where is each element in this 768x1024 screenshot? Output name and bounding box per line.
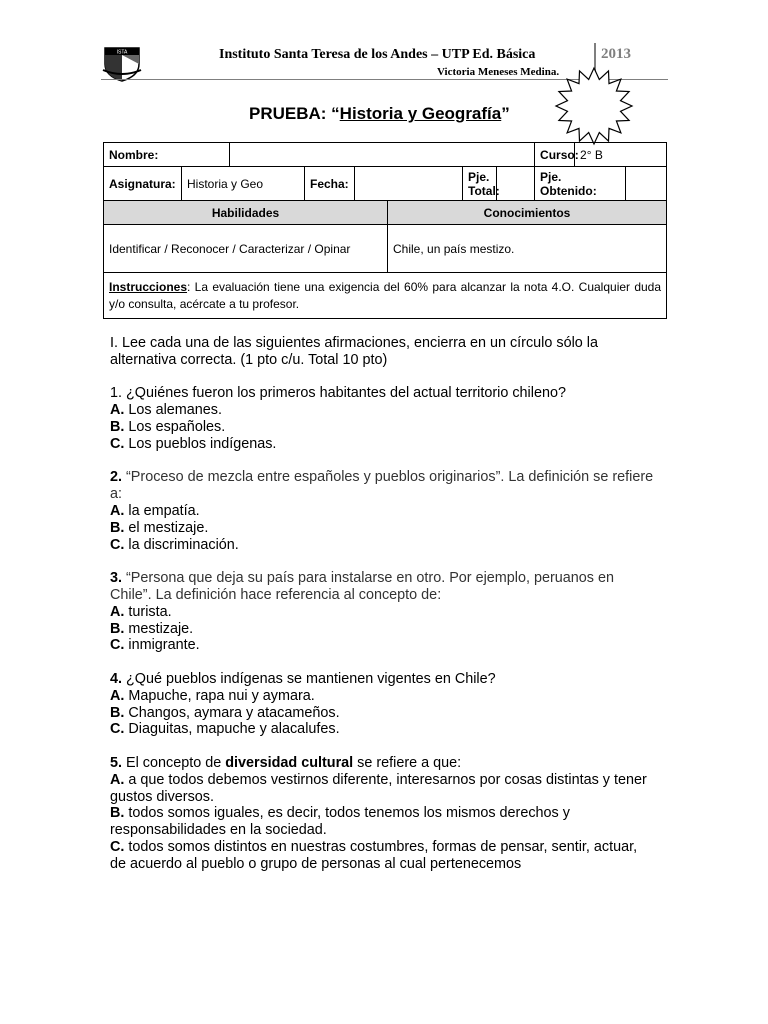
author-name: Victoria Meneses Medina. <box>437 66 560 78</box>
conocimientos-header: Conocimientos <box>388 201 667 225</box>
instrucciones-label: Instrucciones <box>109 279 188 294</box>
option-2a[interactable]: A. la empatía. <box>110 502 200 519</box>
question-5: 5. El concepto de diversidad cultural se refiere a que: <box>110 754 462 771</box>
option-5c[interactable]: C. todos somos distintos en nuestras costumbres, formas de pensar, sentir, actuar, de acuerdo al pueblo o grupo de personas al cual pertenecemos <box>110 838 638 872</box>
option-4c[interactable]: C. Diaguitas, mapuche y alacalufes. <box>110 721 340 738</box>
question-1: 1. ¿Quiénes fueron los primeros habitantes del actual territorio chileno? <box>110 385 566 402</box>
option-1b[interactable]: B. Los españoles. <box>110 418 226 435</box>
option-4a[interactable]: A. Mapuche, rapa nui y aymara. <box>110 687 315 704</box>
test-title: PRUEBA: “Historia y Geografía” <box>249 104 510 123</box>
option-1a[interactable]: A. Los alemanes. <box>110 402 222 419</box>
institution-name: Instituto Santa Teresa de los Andes – UTP Ed. Básica <box>219 47 536 62</box>
option-5b[interactable]: B. todos somos iguales, es decir, todos tenemos los mismos derechos y responsabilidades en la sociedad. <box>110 805 570 839</box>
habilidades-value: Identificar / Reconocer / Caracterizar / Opinar <box>104 225 388 273</box>
instrucciones-cell <box>104 273 667 319</box>
asignatura-value: Historia y Geo <box>182 167 305 201</box>
option-4b[interactable]: B. Changos, aymara y atacameños. <box>110 704 340 721</box>
question-4: 4. ¿Qué pueblos indígenas se mantienen vigentes en Chile? <box>110 670 496 687</box>
option-5a[interactable]: A. a que todos debemos vestirnos diferente, interesarnos por cosas distintas y tener gustos diversos. <box>110 771 647 805</box>
pje-obtenido-field[interactable] <box>626 167 667 201</box>
pje-obtenido-label: Pje. Obtenido: <box>535 167 626 201</box>
student-info-table <box>103 142 667 319</box>
instrucciones-text: : La evaluación tiene una exigencia del 60% para alcanzar la nota 4.O. Cualquier duda y/o consulta, acércate a tu profesor. <box>109 279 662 311</box>
habilidades-header: Habilidades <box>104 201 388 225</box>
option-1c[interactable]: C. Los pueblos indígenas. <box>110 435 277 452</box>
option-3b[interactable]: B. mestizaje. <box>110 620 194 637</box>
curso-value: 2° B <box>575 143 667 167</box>
option-2c[interactable]: C. la discriminación. <box>110 536 239 553</box>
fecha-field[interactable] <box>355 167 463 201</box>
fecha-label: Fecha: <box>305 167 355 201</box>
header-year: 2013 <box>601 46 631 62</box>
pje-total-field[interactable] <box>497 167 535 201</box>
test-subject: Historia y Geografía <box>339 104 502 123</box>
option-2b[interactable]: B. el mestizaje. <box>110 519 209 536</box>
question-3: 3. “Persona que deja su país para instalarse en otro. Por ejemplo, peruanos en Chile”. La definición hace referencia al concepto de: <box>110 570 614 603</box>
pje-total-label: Pje. Total: <box>463 167 497 201</box>
grade-star-shape <box>553 66 635 146</box>
curso-label: Curso: <box>535 143 575 167</box>
svg-text:ISTA: ISTA <box>116 49 128 56</box>
question-section <box>110 335 655 873</box>
question-2: 2. “Proceso de mezcla entre españoles y pueblos originarios”. La definición se refiere a: <box>110 469 654 503</box>
section-intro: I. Lee cada una de las siguientes afirmaciones, encierra en un círculo sólo la alternativa correcta. (1 pto c/u. Total 10 pto) <box>110 335 598 368</box>
conocimientos-value: Chile, un país mestizo. <box>388 225 667 273</box>
nombre-label: Nombre: <box>104 143 230 167</box>
option-3c[interactable]: C. inmigrante. <box>110 637 200 654</box>
option-3a[interactable]: A. turista. <box>110 603 172 620</box>
school-crest-logo <box>101 40 143 82</box>
asignatura-label: Asignatura: <box>104 167 182 201</box>
nombre-field[interactable] <box>230 143 535 167</box>
